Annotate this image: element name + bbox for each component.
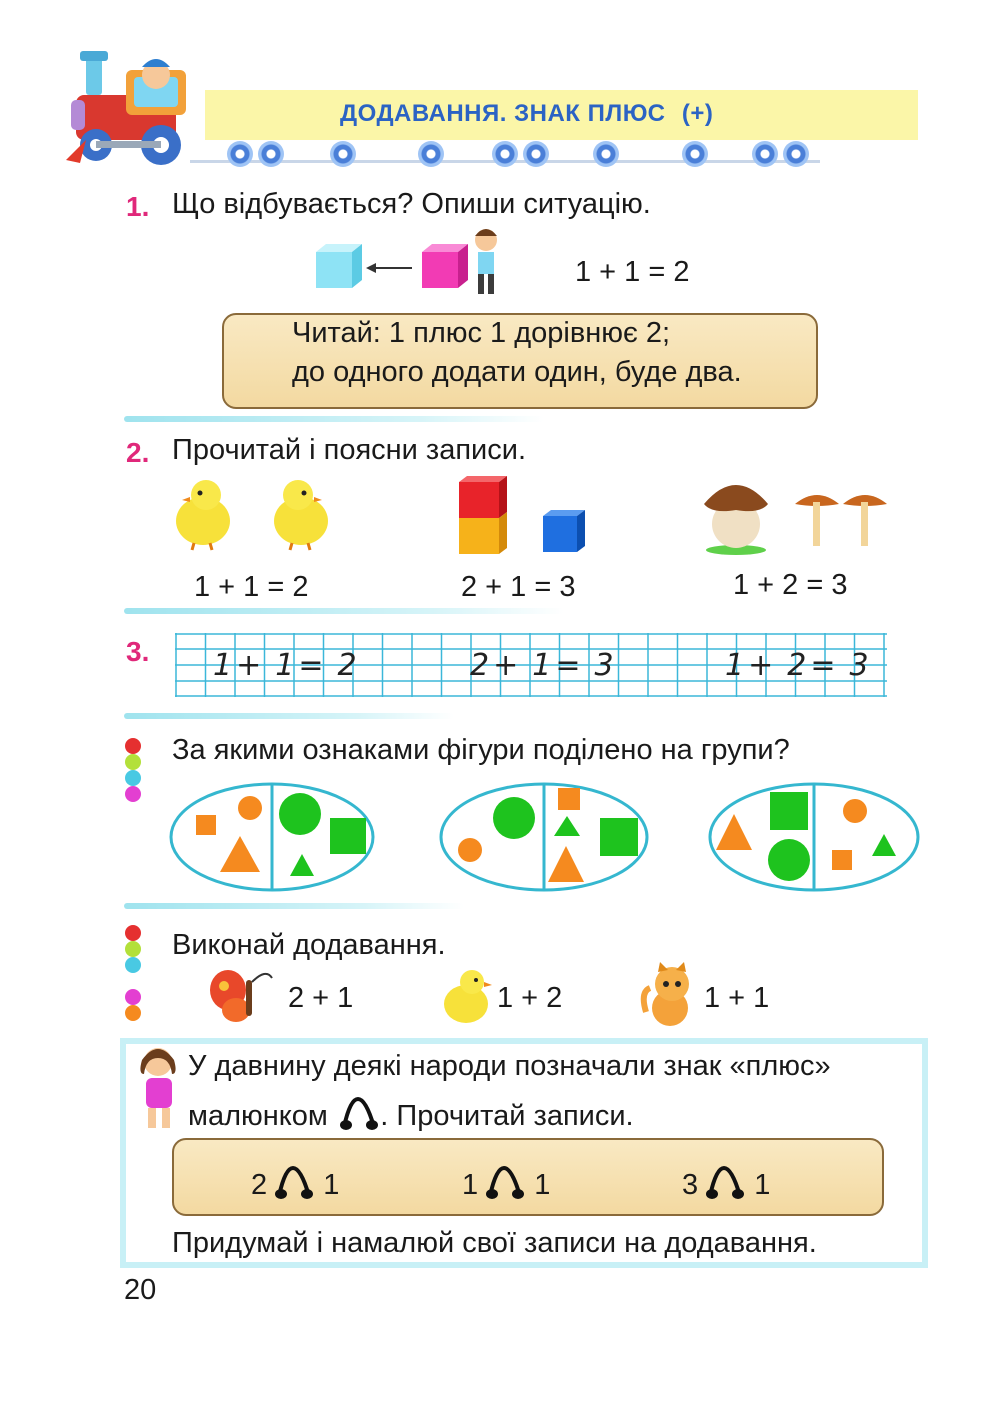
history-line-2a: малюнком: [188, 1100, 328, 1132]
kitten-icon: [640, 962, 702, 1028]
digit: 1: [213, 648, 233, 683]
history-line-1: У давнину деякі народи позначали знак «плюс»: [188, 1050, 831, 1082]
digit: 2: [337, 648, 357, 683]
op: =: [810, 648, 836, 683]
history-footer: Придумай і намалюй свої записи на додавання.: [172, 1227, 817, 1259]
task-1-prompt: Що відбувається? Опиши ситуацію.: [172, 188, 651, 220]
ancient-record-1: [251, 1166, 339, 1202]
title-plus: (+): [681, 100, 714, 127]
digit: 3: [682, 1169, 699, 1201]
digit: 3: [594, 648, 614, 683]
task-1-number: 1.: [126, 191, 150, 222]
task-2-equation-2: 2 + 1 = 3: [461, 571, 576, 603]
digit: 1: [534, 1169, 551, 1201]
task-2-equation-1: 1 + 1 = 2: [194, 571, 309, 603]
ancient-record-3: [682, 1166, 770, 1202]
wheel-icon: [492, 141, 518, 167]
chick-icon: [170, 475, 236, 551]
girl-icon: [134, 1044, 186, 1134]
title-text: ДОДАВАННЯ. ЗНАК ПЛЮС: [340, 100, 666, 127]
wheel-icon: [258, 141, 284, 167]
digit: 2: [470, 648, 490, 683]
oval-group-2: [441, 784, 647, 890]
divider: [124, 416, 544, 422]
digit: 2: [251, 1169, 268, 1201]
divider: [124, 903, 464, 909]
written-expression-1: [213, 648, 357, 683]
written-expression-3: [725, 648, 869, 683]
task-1-equation: 1 + 1 = 2: [575, 256, 690, 288]
wheel-icon: [783, 141, 809, 167]
butterfly-icon: [206, 966, 280, 1026]
task-5-expr-2: 1 + 2: [497, 982, 563, 1014]
read-line-1: Читай: 1 плюс 1 дорівнює 2;: [292, 317, 671, 349]
ancient-plus-icon: [275, 1166, 315, 1200]
oval-group-3: [710, 784, 918, 890]
ancient-record-2: [462, 1166, 550, 1202]
wheel-icon: [418, 141, 444, 167]
oval-group-1: [171, 784, 373, 890]
ancient-plus-icon: [706, 1166, 746, 1200]
cube-push-illustration: [310, 222, 510, 298]
op: +: [236, 648, 262, 683]
wheel-icon: [752, 141, 778, 167]
locomotive-icon: [66, 45, 206, 170]
task-4-prompt: За якими ознаками фігури поділено на групи?: [172, 734, 790, 766]
chick-icon: [268, 475, 334, 551]
op: +: [493, 648, 519, 683]
divider: [124, 713, 454, 719]
digit: 1: [754, 1169, 771, 1201]
op: =: [555, 648, 581, 683]
task-2-prompt: Прочитай і поясни записи.: [172, 434, 527, 466]
digit: 1: [462, 1169, 479, 1201]
digit: 1: [323, 1169, 340, 1201]
wheel-icon: [227, 141, 253, 167]
task-2-equation-3: 1 + 2 = 3: [733, 569, 848, 601]
task-5-prompt: Виконай додавання.: [172, 929, 446, 961]
bead-marker: [125, 738, 145, 818]
digit: 1: [532, 648, 552, 683]
task-5-expr-1: 2 + 1: [288, 982, 354, 1014]
bead-marker: [125, 925, 145, 1025]
chick-icon: [440, 966, 496, 1026]
digit: 1: [725, 648, 745, 683]
shape-groups: [168, 780, 920, 896]
wheel-icon: [593, 141, 619, 167]
task-2-number: 2.: [126, 437, 150, 468]
op: =: [298, 648, 324, 683]
wheel-icon: [682, 141, 708, 167]
history-line-2: [188, 1097, 634, 1131]
written-expression-2: [470, 648, 614, 683]
digit: 3: [849, 648, 869, 683]
wheel-icon: [523, 141, 549, 167]
mushrooms-icon: [700, 474, 890, 556]
digit: 1: [275, 648, 295, 683]
ancient-plus-icon: [340, 1097, 380, 1131]
read-line-2: до одного додати один, буде два.: [292, 356, 742, 388]
task-3-number: 3.: [126, 636, 150, 667]
cubes-icon: [455, 474, 595, 558]
page-number: 20: [124, 1274, 157, 1306]
divider: [124, 608, 564, 614]
task-5-expr-3: 1 + 1: [704, 982, 770, 1014]
ancient-plus-icon: [486, 1166, 526, 1200]
page-title: [340, 100, 713, 128]
wheel-icon: [330, 141, 356, 167]
digit: 2: [787, 648, 807, 683]
op: +: [748, 648, 774, 683]
history-line-2b: . Прочитай записи.: [380, 1100, 634, 1132]
